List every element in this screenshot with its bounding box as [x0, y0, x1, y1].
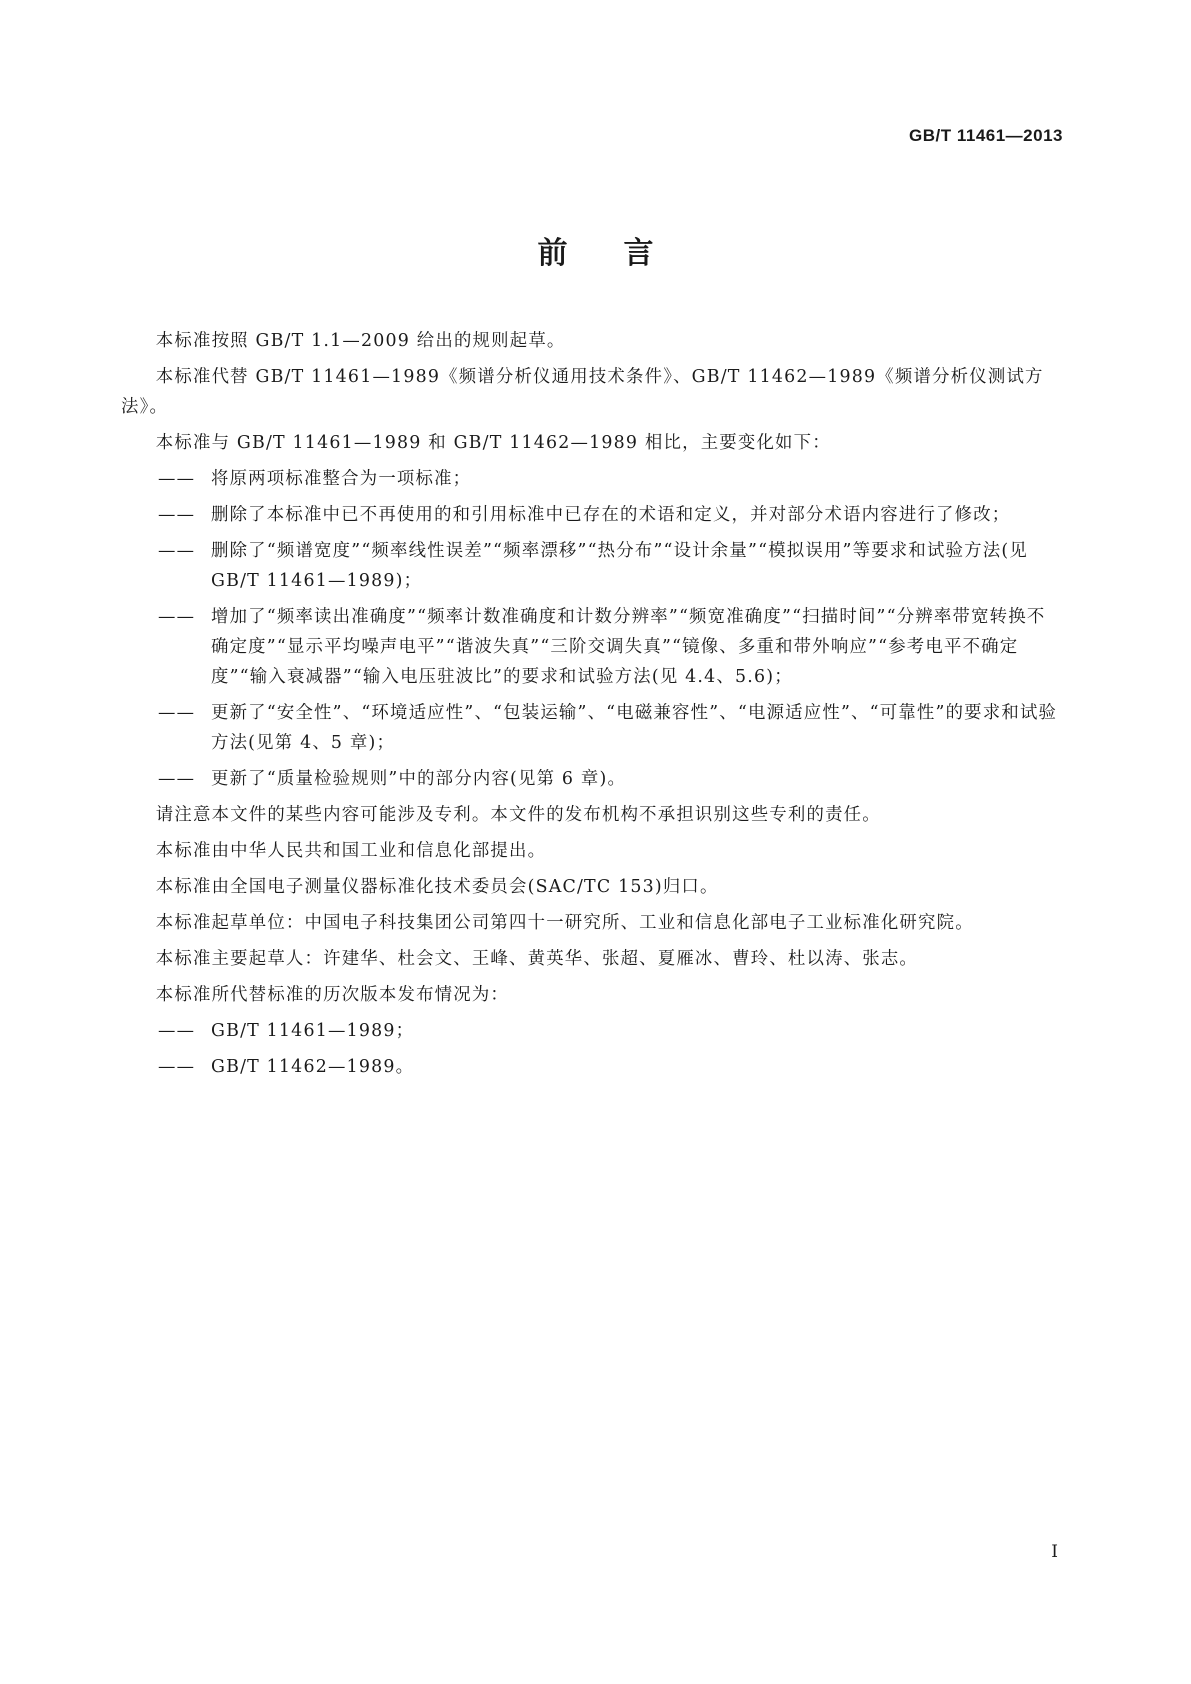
dash-marker: —— — [158, 469, 196, 489]
change-item — [121, 464, 1064, 494]
change-item — [121, 764, 1064, 794]
change-item-text: 删除了“频谱宽度”“频率线性误差”“频率漂移”“热分布”“设计余量”“模拟误用”等要求和试验方法(见 GB/T 11461—1989)； — [211, 541, 1028, 591]
dash-marker: —— — [158, 1057, 196, 1077]
foreword-body — [121, 326, 1064, 1088]
paragraph-administered-by: 本标准由全国电子测量仪器标准化技术委员会(SAC/TC 153)归口。 — [155, 877, 719, 897]
change-item — [121, 698, 1064, 758]
paragraph-patent-notice: 请注意本文件的某些内容可能涉及专利。本文件的发布机构不承担识别这些专利的责任。 — [155, 805, 881, 825]
change-item-text: 更新了“质量检验规则”中的部分内容(见第 6 章)。 — [211, 769, 627, 789]
previous-edition-item — [121, 1016, 1064, 1046]
paragraph-changes-intro: 本标准与 GB/T 11461—1989 和 GB/T 11462—1989 相比，主要变化如下： — [155, 433, 831, 453]
paragraph-replaces: 本标准代替 GB/T 11461—1989《频谱分析仪通用技术条件》、GB/T 11462—1989《频谱分析仪测试方法》。 — [121, 367, 1044, 417]
standard-code: GB/T 11461—2013 — [909, 126, 1063, 145]
change-item-text: 将原两项标准整合为一项标准； — [211, 469, 472, 489]
change-item — [121, 500, 1064, 530]
previous-edition-text: GB/T 11462—1989。 — [211, 1057, 415, 1077]
previous-edition-text: GB/T 11461—1989； — [211, 1021, 415, 1041]
dash-marker: —— — [158, 607, 196, 627]
change-item — [121, 536, 1064, 596]
previous-edition-item — [121, 1052, 1064, 1082]
change-item-text: 删除了本标准中已不再使用的和引用标准中已存在的术语和定义，并对部分术语内容进行了修改； — [211, 505, 1011, 525]
paragraph-proposed-by: 本标准由中华人民共和国工业和信息化部提出。 — [155, 841, 547, 861]
page-title: 前言 — [537, 236, 710, 271]
dash-marker: —— — [158, 769, 196, 789]
change-item — [121, 602, 1064, 692]
dash-marker: —— — [158, 703, 196, 723]
paragraph-drafting-rules: 本标准按照 GB/T 1.1—2009 给出的规则起草。 — [155, 331, 566, 351]
paragraph-previous-editions: 本标准所代替标准的历次版本发布情况为： — [155, 985, 510, 1005]
change-item-text: 增加了“频率读出准确度”“频率计数准确度和计数分辨率”“频宽准确度”“扫描时间”“分辨率带宽转换不确定度”“显示平均噪声电平”“谐波失真”“三阶交调失真”“镜像、多重和带外响应”“参考电平不确定度”“输入衰减器”“输入电压驻波比”的要求和试验方法(见 4.4、5.6)； — [211, 607, 1046, 687]
change-item-text: 更新了“安全性”、“环境适应性”、“包装运输”、“电磁兼容性”、“电源适应性”、“可靠性”的要求和试验方法(见第 4、5 章)； — [211, 703, 1058, 753]
page-number: I — [1051, 1542, 1058, 1562]
paragraph-drafting-units: 本标准起草单位：中国电子科技集团公司第四十一研究所、工业和信息化部电子工业标准化研究院。 — [155, 913, 974, 933]
dash-marker: —— — [158, 505, 196, 525]
dash-marker: —— — [158, 541, 196, 561]
dash-marker: —— — [158, 1021, 196, 1041]
paragraph-drafters: 本标准主要起草人：许建华、杜会文、王峰、黄英华、张超、夏雁冰、曹玲、杜以涛、张志。 — [155, 949, 919, 969]
